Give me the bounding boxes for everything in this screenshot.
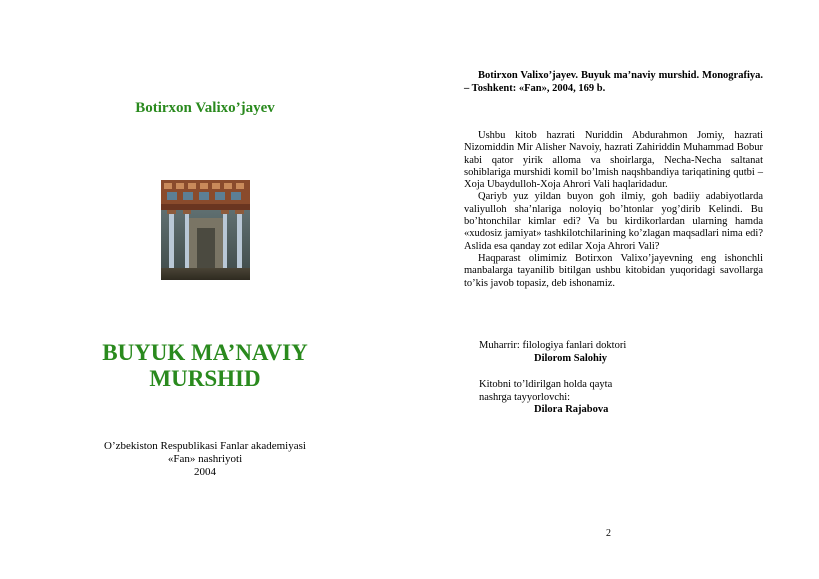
cover-photo-image <box>161 180 250 280</box>
publication-year: 2004 <box>194 466 216 478</box>
cover-photo <box>161 180 250 280</box>
book-title-line2: MURSHID <box>149 366 261 391</box>
annotation <box>464 130 763 290</box>
editor-label: Muharrir: filologiya fanlari doktori <box>479 340 627 351</box>
editor-name: Dilorom Salohiy <box>534 352 608 364</box>
publisher-line1: O’zbekiston Respublikasi Fanlar akademiyasi <box>104 440 306 452</box>
preparer-label-line2: nashrga tayyorlovchi: <box>479 391 571 403</box>
annotation-paragraph: Haqparast olimimiz Botirxon Valixo’jayevning eng ishonchli manbalarga tayanilib bitilgan ushbu kitobidan yuqoridagi savollarga to’kis javob topasiz, deb ishonamiz. <box>464 252 763 289</box>
annotation-paragraph: Qariyb yuz yildan buyon goh ilmiy, goh badiiy adabiyotlarda valiyulloh sha’nlariga noloyiq bo’htonlar yog’dirib Kelindi. Bu bo’htonchilar kimlar edi? Va bu kirdikorlardan ularning hamda «xudosiz jamiyat» tashkilotchilarining ko’zlagan maqsadlari nima edi? Aslida esa qanday zot edilar Xoja Ahrori Vali? <box>464 191 763 252</box>
preparer-label-line1: Kitobni to’ldirilgan holda qayta <box>479 379 613 390</box>
publisher-block <box>0 440 410 479</box>
book-title-line1: BUYUK MA’NAVIY <box>102 340 308 365</box>
credits <box>479 340 739 417</box>
preparer-name: Dilora Rajabova <box>534 404 609 415</box>
annotation-paragraph: Ushbu kitob hazrati Nuriddin Abdurahmon Jomiy, hazrati Nizomiddin Mir Alisher Navoiy, hazrati Zahiriddin Muhammad Bobur kabi qator yirik alloma va shoirlarga, Necha-Necha saltanat sohiblariga murshidi komil bo’lmish naqshbandiya tariqatining qutbi – Xoja Ubaydulloh-Xoja Ahrori Vali haqlaridadur. <box>464 130 763 191</box>
author-name: Botirxon Valixo’jayev <box>135 100 275 116</box>
book-title <box>0 340 410 392</box>
page-number: 2 <box>606 528 611 539</box>
publisher-line2: «Fan» nashriyoti <box>167 453 243 465</box>
credits-spacer <box>479 365 739 379</box>
bibliographic-entry: Botirxon Valixo’jayev. Buyuk ma’naviy murshid. Monografiya. – Toshkent: «Fan», 2004, 169 b. <box>464 70 763 94</box>
